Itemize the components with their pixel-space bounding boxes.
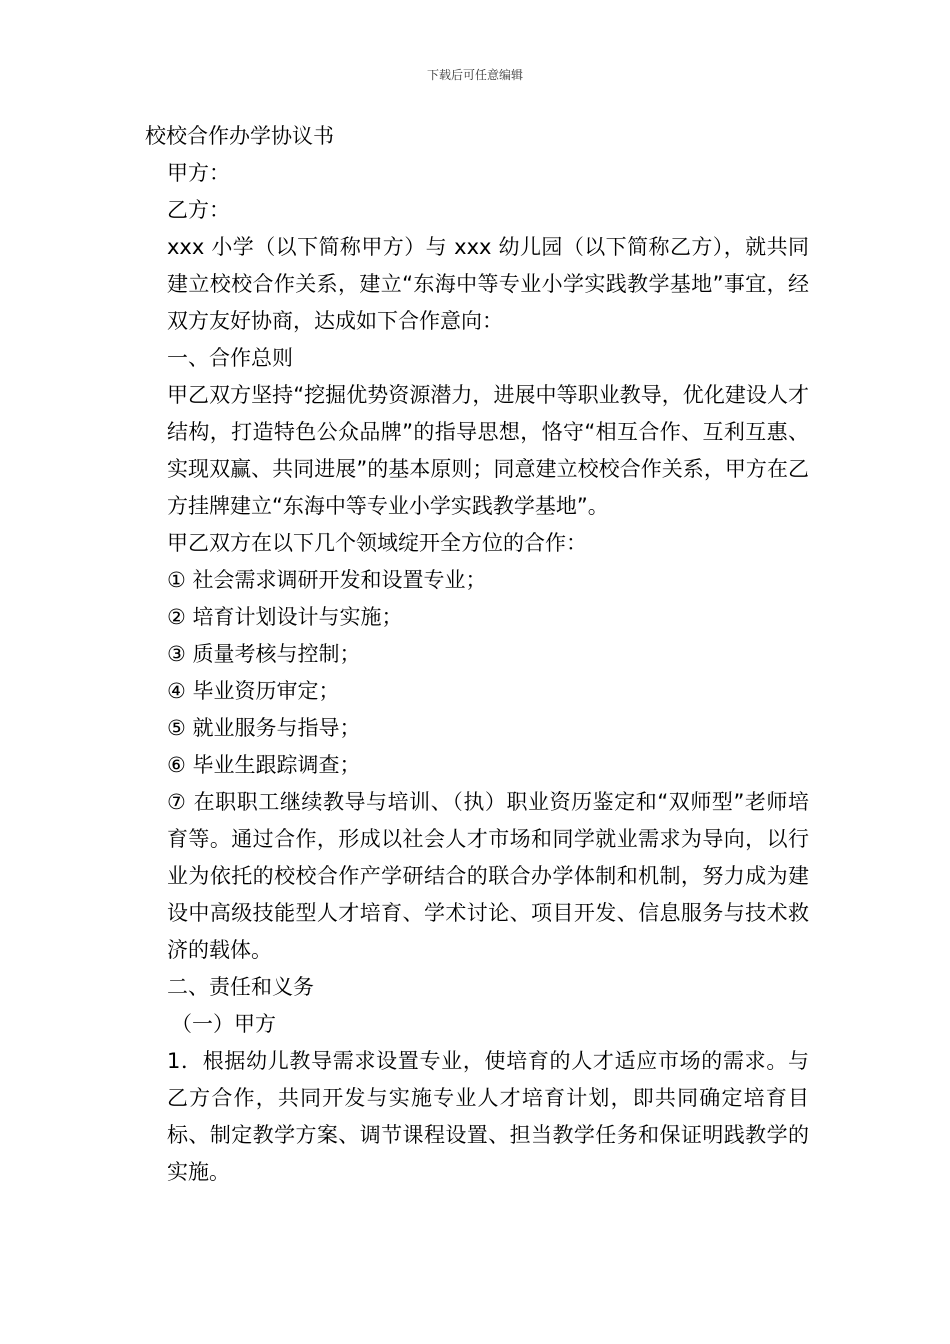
document-body bbox=[145, 118, 809, 1191]
list-item: ④ 毕业资历审定； bbox=[167, 679, 340, 703]
section1-paragraph: 甲乙双方坚持“挖掘优势资源潜力，进展中等职业教导，优化建设人才结构，打造特色公众品牌”的指导思想，恪守“相互合作、互利互惠、实现双赢、共同进展”的基本原则；同意建立校校合作关系，甲方在乙方挂牌建立“东海中等专业小学实践教学基地”。 bbox=[167, 383, 809, 518]
page-header: 下载后可任意编辑 bbox=[426, 68, 523, 82]
list-item: ⑥ 毕业生跟踪调查； bbox=[167, 753, 361, 777]
list-item: ② 培育计划设计与实施； bbox=[167, 605, 403, 629]
list-item: ③ 质量考核与控制； bbox=[167, 642, 361, 666]
intro-paragraph: xxx 小学（以下简称甲方）与 xxx 幼儿园（以下简称乙方），就共同建立校校合作关系，建立“东海中等专业小学实践教学基地”事宜，经双方友好协商，达成如下合作意向： bbox=[167, 235, 809, 333]
section2-subheading: （一）甲方 bbox=[171, 1012, 276, 1036]
list-item: ⑤ 就业服务与指导； bbox=[167, 716, 361, 740]
document-title: 校校合作办学协议书 bbox=[145, 124, 334, 148]
section1-heading: 一、合作总则 bbox=[167, 346, 293, 370]
list-item: ⑦ 在职职工继续教导与培训、（执）职业资历鉴定和“双师型”老师培育等。通过合作，形成以社会人才市场和同学就业需求为导向，以行业为依托的校校合作产学研结合的联合办学体制和机制，努力成为建设中高级技能型人才培育、学术讨论、项目开发、信息服务与技术救济的载体。 bbox=[167, 790, 809, 962]
section2-heading: 二、责任和义务 bbox=[167, 975, 314, 999]
party-a-label: 甲方： bbox=[167, 161, 230, 185]
section2-paragraph: 1．根据幼儿教导需求设置专业，使培育的人才适应市场的需求。与乙方合作，共同开发与实施专业人才培育计划，即共同确定培育目标、制定教学方案、调节课程设置、担当教学任务和保证明践教学的实施。 bbox=[167, 1049, 809, 1184]
list-item: ① 社会需求调研开发和设置专业； bbox=[167, 568, 487, 592]
party-b-label: 乙方： bbox=[167, 198, 230, 222]
section1-cooperation-intro: 甲乙双方在以下几个领域绽开全方位的合作： bbox=[167, 531, 587, 555]
